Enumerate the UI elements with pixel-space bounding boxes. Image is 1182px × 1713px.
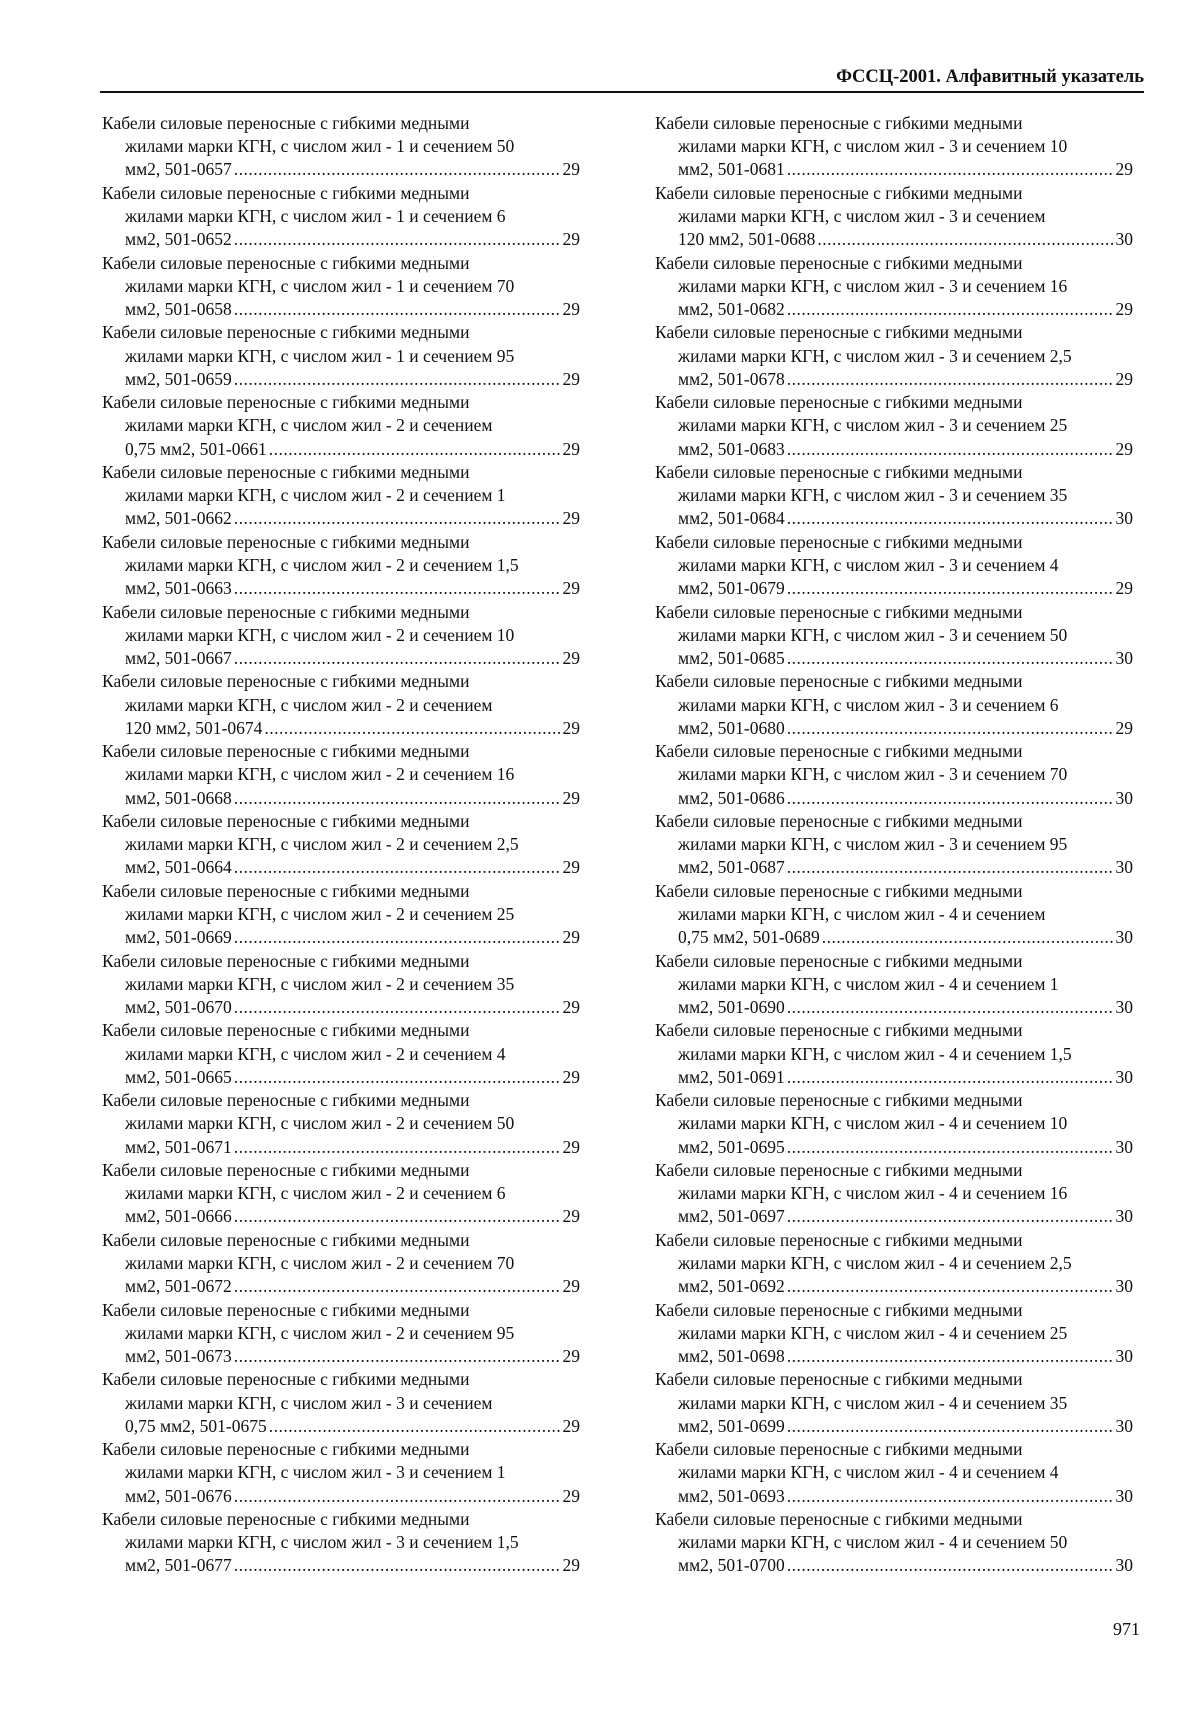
entry-code: мм2, 501-0671 xyxy=(125,1136,232,1157)
entry-reference-line xyxy=(102,1554,580,1577)
dot-leader xyxy=(234,1554,561,1577)
entry-continuation: жилами марки КГН, с числом жил - 2 и сечением 1 xyxy=(125,485,506,506)
index-entry xyxy=(102,1438,580,1508)
entry-reference-line xyxy=(655,926,1133,949)
index-entry xyxy=(655,1508,1133,1578)
header-rule xyxy=(100,91,1144,93)
entry-heading: Кабели силовые переносные с гибкими медными xyxy=(655,113,1023,133)
entry-heading: Кабели силовые переносные с гибкими медными xyxy=(655,531,1023,552)
index-entry xyxy=(655,182,1133,252)
entry-continuation: жилами марки КГН, с числом жил - 2 и сечением 2,5 xyxy=(125,834,519,855)
entry-heading: Кабели силовые переносные с гибкими медными xyxy=(102,1159,470,1180)
entry-code: мм2, 501-0663 xyxy=(125,578,232,599)
entry-continuation: жилами марки КГН, с числом жил - 2 и сечением 35 xyxy=(125,973,515,994)
entry-reference-line xyxy=(655,1066,1133,1089)
entry-reference-line xyxy=(102,1136,580,1159)
index-entry xyxy=(102,1159,580,1229)
entry-heading: Кабели силовые переносные с гибкими медными xyxy=(102,1229,470,1250)
entry-page-number: 29 xyxy=(1115,717,1133,738)
entry-continuation: жилами марки КГН, с числом жил - 4 и сечением 1 xyxy=(678,973,1059,994)
entry-heading: Кабели силовые переносные с гибкими медными xyxy=(102,1299,470,1320)
entry-continuation: жилами марки КГН, с числом жил - 3 и сечением 16 xyxy=(678,275,1068,296)
index-entry xyxy=(655,321,1133,391)
entry-heading: Кабели силовые переносные с гибкими медными xyxy=(655,1369,1023,1390)
entry-reference-line xyxy=(102,1205,580,1228)
entry-page-number: 29 xyxy=(562,368,580,389)
entry-heading: Кабели силовые переносные с гибкими медными xyxy=(655,1159,1023,1180)
entry-code: мм2, 501-0679 xyxy=(678,578,785,599)
page-number: 971 xyxy=(1113,1619,1140,1639)
entry-page-number: 30 xyxy=(1115,229,1133,250)
entry-page-number: 30 xyxy=(1115,1415,1133,1436)
index-entry xyxy=(655,1229,1133,1299)
entry-code: мм2, 501-0658 xyxy=(125,299,232,319)
index-entry xyxy=(655,112,1133,182)
index-entry xyxy=(655,1368,1133,1438)
entry-heading: Кабели силовые переносные с гибкими медными xyxy=(655,252,1023,273)
index-entry xyxy=(655,1159,1133,1229)
index-entry xyxy=(655,601,1133,671)
entry-reference-line xyxy=(102,1415,580,1438)
index-entry xyxy=(655,1089,1133,1159)
entry-code: 0,75 мм2, 501-0689 xyxy=(678,927,820,948)
index-entry xyxy=(102,601,580,671)
entry-page-number: 29 xyxy=(562,996,580,1017)
entry-page-number: 30 xyxy=(1115,857,1133,878)
entry-continuation: жилами марки КГН, с числом жил - 2 и сечением 50 xyxy=(125,1113,515,1134)
entry-page-number: 30 xyxy=(1115,1345,1133,1366)
entry-heading: Кабели силовые переносные с гибкими медными xyxy=(655,392,1023,413)
dot-leader xyxy=(787,1205,1114,1228)
entry-reference-line xyxy=(655,1485,1133,1508)
dot-leader xyxy=(234,298,561,321)
entry-reference-line xyxy=(655,856,1133,879)
entry-reference-line xyxy=(655,507,1133,530)
dot-leader xyxy=(234,1066,561,1089)
dot-leader xyxy=(234,926,561,949)
entry-page-number: 30 xyxy=(1115,1555,1133,1576)
dot-leader xyxy=(234,996,561,1019)
entry-code: 0,75 мм2, 501-0675 xyxy=(125,1415,267,1436)
entry-heading: Кабели силовые переносные с гибкими медными xyxy=(102,601,470,622)
entry-code: мм2, 501-0690 xyxy=(678,996,785,1017)
dot-leader xyxy=(234,1136,561,1159)
entry-heading: Кабели силовые переносные с гибкими медными xyxy=(655,1229,1023,1250)
dot-leader xyxy=(234,856,561,879)
entry-code: мм2, 501-0666 xyxy=(125,1206,232,1227)
entry-reference-line xyxy=(655,1415,1133,1438)
index-entry xyxy=(655,880,1133,950)
entry-code: мм2, 501-0672 xyxy=(125,1276,232,1297)
entry-code: мм2, 501-0678 xyxy=(678,368,785,389)
entry-page-number: 29 xyxy=(562,1066,580,1087)
entry-code: мм2, 501-0669 xyxy=(125,927,232,948)
entry-reference-line xyxy=(655,1275,1133,1298)
entry-page-number: 29 xyxy=(562,857,580,878)
dot-leader xyxy=(787,996,1114,1019)
dot-leader xyxy=(787,577,1114,600)
index-entry xyxy=(655,391,1133,461)
entry-code: мм2, 501-0673 xyxy=(125,1345,232,1366)
entry-code: мм2, 501-0683 xyxy=(678,438,785,459)
entry-continuation: жилами марки КГН, с числом жил - 4 и сечением 10 xyxy=(678,1113,1068,1134)
entry-heading: Кабели силовые переносные с гибкими медными xyxy=(655,741,1023,762)
entry-continuation: жилами марки КГН, с числом жил - 2 и сечением 10 xyxy=(125,624,515,645)
entry-reference-line xyxy=(655,298,1133,321)
entry-continuation: жилами марки КГН, с числом жил - 1 и сечением 95 xyxy=(125,345,515,366)
entry-continuation: жилами марки КГН, с числом жил - 3 и сечением 1,5 xyxy=(125,1532,519,1553)
entry-code: мм2, 501-0698 xyxy=(678,1345,785,1366)
index-entry xyxy=(102,321,580,391)
index-entry xyxy=(102,112,580,182)
entry-continuation: жилами марки КГН, с числом жил - 4 и сечением 50 xyxy=(678,1532,1068,1553)
entry-heading: Кабели силовые переносные с гибкими медными xyxy=(655,880,1023,901)
entry-heading: Кабели силовые переносные с гибкими медными xyxy=(655,322,1023,343)
entry-page-number: 30 xyxy=(1115,787,1133,808)
index-entry xyxy=(102,950,580,1020)
entry-code: мм2, 501-0680 xyxy=(678,717,785,738)
entry-heading: Кабели силовые переносные с гибкими медными xyxy=(655,1508,1023,1529)
entry-code: мм2, 501-0662 xyxy=(125,508,232,529)
index-entry xyxy=(102,740,580,810)
index-entry xyxy=(102,1508,580,1578)
index-entry xyxy=(102,810,580,880)
entry-heading: Кабели силовые переносные с гибкими медными xyxy=(102,671,470,692)
dot-leader xyxy=(264,717,560,740)
entry-reference-line xyxy=(655,228,1133,251)
entry-page-number: 29 xyxy=(1115,159,1133,180)
entry-heading: Кабели силовые переносные с гибкими медными xyxy=(655,810,1023,831)
entry-continuation: жилами марки КГН, с числом жил - 2 и сечением xyxy=(125,694,493,715)
entry-continuation: жилами марки КГН, с числом жил - 3 и сечением 4 xyxy=(678,554,1059,575)
index-entry xyxy=(655,1438,1133,1508)
entry-heading: Кабели силовые переносные с гибкими медными xyxy=(102,810,470,831)
index-entry xyxy=(102,1299,580,1369)
index-entry xyxy=(102,670,580,740)
entry-continuation: жилами марки КГН, с числом жил - 3 и сечением 1 xyxy=(125,1462,506,1483)
entry-code: мм2, 501-0665 xyxy=(125,1066,232,1087)
entry-page-number: 29 xyxy=(562,578,580,599)
entry-heading: Кабели силовые переносные с гибкими медными xyxy=(102,880,470,901)
entry-heading: Кабели силовые переносные с гибкими медными xyxy=(655,182,1023,203)
index-entry xyxy=(655,461,1133,531)
entry-continuation: жилами марки КГН, с числом жил - 3 и сечением 6 xyxy=(678,694,1059,715)
dot-leader xyxy=(234,368,561,391)
entry-continuation: жилами марки КГН, с числом жил - 4 и сечением 16 xyxy=(678,1183,1068,1204)
entry-continuation: жилами марки КГН, с числом жил - 4 и сечением 25 xyxy=(678,1322,1068,1343)
entry-code: мм2, 501-0691 xyxy=(678,1066,785,1087)
entry-code: 120 мм2, 501-0674 xyxy=(125,717,263,738)
entry-reference-line xyxy=(102,298,580,321)
index-entry xyxy=(102,1089,580,1159)
entry-continuation: жилами марки КГН, с числом жил - 2 и сечением 25 xyxy=(125,903,515,924)
index-entry xyxy=(102,182,580,252)
entry-reference-line xyxy=(102,787,580,810)
entry-reference-line xyxy=(102,1275,580,1298)
dot-leader xyxy=(234,1345,561,1368)
entry-reference-line xyxy=(102,228,580,251)
entry-continuation: жилами марки КГН, с числом жил - 3 и сечением xyxy=(125,1392,493,1413)
dot-leader xyxy=(269,1415,561,1438)
entry-continuation: жилами марки КГН, с числом жил - 3 и сечением 70 xyxy=(678,764,1068,785)
entry-heading: Кабели силовые переносные с гибкими медными xyxy=(655,1439,1023,1460)
entry-heading: Кабели силовые переносные с гибкими медными xyxy=(102,461,470,482)
dot-leader xyxy=(787,368,1114,391)
entry-page-number: 29 xyxy=(562,1555,580,1576)
entry-page-number: 30 xyxy=(1115,647,1133,668)
entry-continuation: жилами марки КГН, с числом жил - 3 и сечением xyxy=(678,206,1046,226)
entry-code: мм2, 501-0659 xyxy=(125,368,232,389)
entry-continuation: жилами марки КГН, с числом жил - 1 и сечением 50 xyxy=(125,136,515,157)
entry-code: мм2, 501-0700 xyxy=(678,1555,785,1576)
dot-leader xyxy=(787,438,1114,461)
index-column-right xyxy=(655,112,1133,1578)
dot-leader xyxy=(269,438,561,461)
index-entry xyxy=(102,531,580,601)
dot-leader xyxy=(234,1275,561,1298)
entry-reference-line xyxy=(655,1554,1133,1577)
entry-page-number: 30 xyxy=(1115,508,1133,529)
entry-reference-line xyxy=(102,647,580,670)
dot-leader xyxy=(817,228,1113,251)
dot-leader xyxy=(234,158,561,181)
entry-continuation: жилами марки КГН, с числом жил - 4 и сечением 2,5 xyxy=(678,1252,1072,1273)
entry-reference-line xyxy=(655,1205,1133,1228)
entry-heading: Кабели силовые переносные с гибкими медными xyxy=(102,1508,470,1529)
entry-continuation: жилами марки КГН, с числом жил - 2 и сечением 16 xyxy=(125,764,515,785)
entry-reference-line xyxy=(102,1485,580,1508)
entry-page-number: 30 xyxy=(1115,927,1133,948)
entry-continuation: жилами марки КГН, с числом жил - 4 и сечением 35 xyxy=(678,1392,1068,1413)
dot-leader xyxy=(787,1554,1114,1577)
entry-heading: Кабели силовые переносные с гибкими медными xyxy=(655,1299,1023,1320)
dot-leader xyxy=(234,647,561,670)
entry-reference-line xyxy=(102,577,580,600)
entry-reference-line xyxy=(102,1345,580,1368)
dot-leader xyxy=(234,1205,561,1228)
entry-code: мм2, 501-0685 xyxy=(678,647,785,668)
entry-code: мм2, 501-0670 xyxy=(125,996,232,1017)
dot-leader xyxy=(234,787,561,810)
entry-heading: Кабели силовые переносные с гибкими медными xyxy=(102,252,470,273)
entry-reference-line xyxy=(102,438,580,461)
entry-page-number: 29 xyxy=(1115,368,1133,389)
entry-page-number: 29 xyxy=(562,1345,580,1366)
entry-continuation: жилами марки КГН, с числом жил - 3 и сечением 50 xyxy=(678,624,1068,645)
dot-leader xyxy=(787,298,1114,321)
index-entry xyxy=(655,1299,1133,1369)
index-entry xyxy=(655,670,1133,740)
dot-leader xyxy=(787,856,1114,879)
entry-heading: Кабели силовые переносные с гибкими медными xyxy=(102,1439,470,1460)
entry-page-number: 30 xyxy=(1115,1066,1133,1087)
entry-continuation: жилами марки КГН, с числом жил - 2 и сечением 95 xyxy=(125,1322,515,1343)
dot-leader xyxy=(787,1136,1114,1159)
entry-page-number: 30 xyxy=(1115,1276,1133,1297)
entry-code: мм2, 501-0687 xyxy=(678,857,785,878)
dot-leader xyxy=(787,1066,1114,1089)
dot-leader xyxy=(234,228,561,251)
entry-continuation: жилами марки КГН, с числом жил - 2 и сечением 6 xyxy=(125,1183,506,1204)
index-entry xyxy=(655,950,1133,1020)
entry-continuation: жилами марки КГН, с числом жил - 3 и сечением 10 xyxy=(678,136,1068,157)
entry-heading: Кабели силовые переносные с гибкими медными xyxy=(655,950,1023,971)
entry-continuation: жилами марки КГН, с числом жил - 1 и сечением 70 xyxy=(125,275,515,296)
entry-continuation: жилами марки КГН, с числом жил - 3 и сечением 95 xyxy=(678,834,1068,855)
entry-continuation: жилами марки КГН, с числом жил - 2 и сечением 1,5 xyxy=(125,554,519,575)
entry-reference-line xyxy=(102,717,580,740)
running-head: ФССЦ-2001. Алфавитный указатель xyxy=(836,67,1144,87)
entry-code: мм2, 501-0657 xyxy=(125,159,232,180)
dot-leader xyxy=(787,158,1114,181)
entry-reference-line xyxy=(655,787,1133,810)
entry-reference-line xyxy=(655,577,1133,600)
entry-page-number: 29 xyxy=(562,1276,580,1297)
entry-reference-line xyxy=(102,158,580,181)
entry-code: 0,75 мм2, 501-0661 xyxy=(125,438,267,459)
entry-continuation: жилами марки КГН, с числом жил - 4 и сечением xyxy=(678,903,1046,924)
entry-heading: Кабели силовые переносные с гибкими медными xyxy=(655,601,1023,622)
entry-code: мм2, 501-0652 xyxy=(125,229,232,250)
entry-continuation: жилами марки КГН, с числом жил - 2 и сечением 4 xyxy=(125,1043,506,1064)
entry-reference-line xyxy=(655,996,1133,1019)
index-entry xyxy=(102,1229,580,1299)
entry-page-number: 30 xyxy=(1115,1485,1133,1506)
entry-page-number: 29 xyxy=(562,787,580,808)
entry-page-number: 29 xyxy=(562,1206,580,1227)
dot-leader xyxy=(822,926,1114,949)
entry-page-number: 29 xyxy=(1115,578,1133,599)
entry-code: мм2, 501-0692 xyxy=(678,1276,785,1297)
entry-page-number: 29 xyxy=(562,717,580,738)
entry-page-number: 29 xyxy=(562,1136,580,1157)
dot-leader xyxy=(787,787,1114,810)
dot-leader xyxy=(787,1345,1114,1368)
entry-continuation: жилами марки КГН, с числом жил - 1 и сечением 6 xyxy=(125,206,506,226)
entry-code: мм2, 501-0677 xyxy=(125,1555,232,1576)
index-entry xyxy=(655,1019,1133,1089)
entry-page-number: 29 xyxy=(562,159,580,180)
entry-page-number: 29 xyxy=(562,229,580,250)
dot-leader xyxy=(787,1485,1114,1508)
entry-page-number: 29 xyxy=(562,1485,580,1506)
entry-heading: Кабели силовые переносные с гибкими медными xyxy=(102,741,470,762)
entry-continuation: жилами марки КГН, с числом жил - 2 и сечением 70 xyxy=(125,1252,515,1273)
entry-heading: Кабели силовые переносные с гибкими медными xyxy=(102,1369,470,1390)
entry-page-number: 30 xyxy=(1115,996,1133,1017)
entry-heading: Кабели силовые переносные с гибкими медными xyxy=(102,392,470,413)
dot-leader xyxy=(787,1275,1114,1298)
dot-leader xyxy=(234,577,561,600)
entry-code: мм2, 501-0695 xyxy=(678,1136,785,1157)
entry-heading: Кабели силовые переносные с гибкими медными xyxy=(102,322,470,343)
entry-reference-line xyxy=(655,717,1133,740)
entry-page-number: 29 xyxy=(562,299,580,319)
entry-code: мм2, 501-0682 xyxy=(678,299,785,319)
entry-reference-line xyxy=(102,996,580,1019)
entry-reference-line xyxy=(655,438,1133,461)
entry-code: мм2, 501-0667 xyxy=(125,647,232,668)
entry-page-number: 29 xyxy=(562,508,580,529)
index-entry xyxy=(102,391,580,461)
entry-reference-line xyxy=(102,507,580,530)
index-entry xyxy=(102,461,580,531)
entry-page-number: 29 xyxy=(1115,438,1133,459)
index-entry xyxy=(655,252,1133,322)
entry-code: мм2, 501-0693 xyxy=(678,1485,785,1506)
entry-heading: Кабели силовые переносные с гибкими медными xyxy=(102,1090,470,1111)
index-entry xyxy=(102,1368,580,1438)
entry-heading: Кабели силовые переносные с гибкими медными xyxy=(102,950,470,971)
entry-reference-line xyxy=(655,368,1133,391)
entry-heading: Кабели силовые переносные с гибкими медными xyxy=(102,1020,470,1041)
entry-code: мм2, 501-0684 xyxy=(678,508,785,529)
dot-leader xyxy=(787,1415,1114,1438)
entry-reference-line xyxy=(655,158,1133,181)
entry-continuation: жилами марки КГН, с числом жил - 2 и сечением xyxy=(125,415,493,436)
entry-code: мм2, 501-0697 xyxy=(678,1206,785,1227)
dot-leader xyxy=(234,507,561,530)
entry-continuation: жилами марки КГН, с числом жил - 4 и сечением 1,5 xyxy=(678,1043,1072,1064)
entry-reference-line xyxy=(102,1066,580,1089)
entry-page-number: 30 xyxy=(1115,1136,1133,1157)
entry-continuation: жилами марки КГН, с числом жил - 3 и сечением 2,5 xyxy=(678,345,1072,366)
entry-code: мм2, 501-0668 xyxy=(125,787,232,808)
entry-code: мм2, 501-0664 xyxy=(125,857,232,878)
entry-page-number: 29 xyxy=(562,647,580,668)
entry-page-number: 30 xyxy=(1115,1206,1133,1227)
dot-leader xyxy=(787,507,1114,530)
entry-code: мм2, 501-0676 xyxy=(125,1485,232,1506)
entry-reference-line xyxy=(655,647,1133,670)
entry-reference-line xyxy=(655,1136,1133,1159)
index-column-left xyxy=(102,112,580,1578)
index-entry xyxy=(655,531,1133,601)
entry-reference-line xyxy=(102,926,580,949)
index-entry xyxy=(655,740,1133,810)
entry-reference-line xyxy=(655,1345,1133,1368)
entry-code: 120 мм2, 501-0688 xyxy=(678,229,816,250)
entry-heading: Кабели силовые переносные с гибкими медными xyxy=(655,671,1023,692)
dot-leader xyxy=(787,647,1114,670)
index-entry xyxy=(102,1019,580,1089)
dot-leader xyxy=(787,717,1114,740)
entry-code: мм2, 501-0686 xyxy=(678,787,785,808)
entry-page-number: 29 xyxy=(562,1415,580,1436)
entry-reference-line xyxy=(102,368,580,391)
entry-page-number: 29 xyxy=(562,438,580,459)
entry-heading: Кабели силовые переносные с гибкими медными xyxy=(655,1090,1023,1111)
entry-continuation: жилами марки КГН, с числом жил - 3 и сечением 35 xyxy=(678,485,1068,506)
index-entry xyxy=(102,252,580,322)
entry-continuation: жилами марки КГН, с числом жил - 4 и сечением 4 xyxy=(678,1462,1059,1483)
entry-heading: Кабели силовые переносные с гибкими медными xyxy=(102,182,470,203)
entry-heading: Кабели силовые переносные с гибкими медными xyxy=(102,113,470,133)
entry-heading: Кабели силовые переносные с гибкими медными xyxy=(655,1020,1023,1041)
entry-page-number: 29 xyxy=(1115,299,1133,319)
entry-heading: Кабели силовые переносные с гибкими медными xyxy=(102,531,470,552)
entry-code: мм2, 501-0699 xyxy=(678,1415,785,1436)
entry-page-number: 29 xyxy=(562,927,580,948)
entry-heading: Кабели силовые переносные с гибкими медными xyxy=(655,461,1023,482)
index-entry xyxy=(102,880,580,950)
entry-reference-line xyxy=(102,856,580,879)
entry-continuation: жилами марки КГН, с числом жил - 3 и сечением 25 xyxy=(678,415,1068,436)
index-entry xyxy=(655,810,1133,880)
dot-leader xyxy=(234,1485,561,1508)
entry-code: мм2, 501-0681 xyxy=(678,159,785,180)
